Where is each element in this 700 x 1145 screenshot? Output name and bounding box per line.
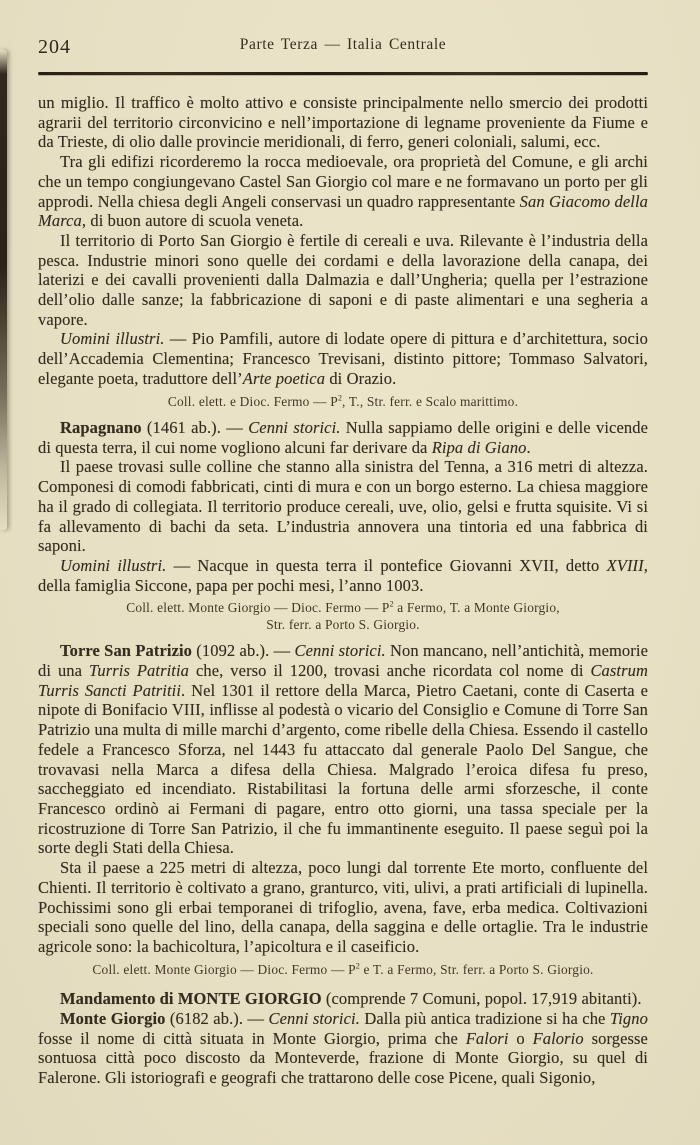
text-segment: — Nacque in questa terra il pontefice Giovanni XVII, detto [166, 555, 607, 575]
text-segment: Il territorio di Porto San Giorgio è fertile di cereali e uva. Rilevante è l’industria della pesca. Industrie minori sono quelle dei cordami e della lavorazione della canapa, dei laterizi e dei cavalli provenienti dalla Dalmazia e dall’Ungheria; quella per l’estrazione dell’olio dalle sanze; la fabbricazione di saponi e di paste alimentari e una segheria a vapore. [38, 230, 648, 329]
page-header [38, 0, 648, 59]
text-segment: , T., Str. ferr. e Scalo marittimo. [342, 393, 519, 409]
text-segment: Sta il paese a 225 metri di altezza, poco lungi dal torrente Ete morto, confluente del Chienti. Il territorio è coltivato a grano, granturco, viti, ulivi, a prati artificiali di lupinella. Pochissimi sono gli erbai temporanei di trifoglio, avena, fave, erba medica. Coltivazioni speciali sono quelle del lino, della canapa, della saggina e delle ortaglie. Tra le industrie agricole sono: la bachicoltura, l’apicoltura e il caseificio. [38, 858, 648, 956]
running-title: Parte Terza — Italia Centrale [239, 36, 447, 53]
page-number: 204 [38, 36, 71, 58]
text-segment: Turris Patritia [89, 661, 190, 681]
admin-note [38, 962, 648, 979]
text-segment: San Giacomo della Marca [38, 191, 648, 231]
text-segment: , della famiglia Siccone, papa per pochi mesi, l’anno 1003. [38, 555, 648, 595]
body-paragraph [38, 989, 648, 1009]
text-segment: Mandamento di MONTE GIORGIO [60, 989, 322, 1009]
text-segment: Torre San Patrizio [60, 641, 193, 661]
text-segment: Castrum Turris Sancti Patritii [38, 661, 649, 700]
text-segment: fosse il nome di città situata in Monte Giorgio, prima che [38, 1028, 466, 1048]
text-segment: Str. ferr. a Porto S. Giorgio. [266, 616, 420, 632]
body-paragraph [38, 231, 648, 330]
superscript: 2 [355, 961, 360, 971]
text-segment: Non mancano, nell’antichità, memorie di una [38, 641, 648, 681]
text-segment: e T. a Fermo, Str. ferr. a Porto S. Giorgio. [359, 961, 594, 977]
superscript: 2 [337, 393, 343, 403]
text-segment: o [508, 1028, 533, 1048]
text-segment: Tigno [609, 1008, 648, 1028]
body-paragraph [38, 641, 648, 858]
body-paragraph [38, 329, 648, 388]
text-segment: Uomini illustri. [60, 555, 167, 575]
text-segment: un miglio. Il traffico è molto attivo e consiste principalmente nello smercio dei prodotti agrarii del territorio circonvicino e nell’importazione di legname proveniente da Fiume e da Trieste, di olio dalle provincie meridionali, di ferro, generi coloniali, salumi, ecc. [38, 93, 648, 152]
page-gutter-shadow [0, 50, 7, 530]
text-segment: Cenni storici. [268, 1008, 360, 1028]
text-segment: Dalla più antica tradizione si ha che [359, 1008, 610, 1028]
admin-note [38, 600, 648, 633]
text-segment: Coll. elett. Monte Giorgio — Dioc. Fermo — P [126, 600, 390, 616]
text-segment: . [526, 437, 531, 457]
text-segment: , di buon autore di scuola veneta. [81, 211, 304, 231]
text-segment: Nulla sappiamo delle origini e delle vicende di questa terra, il cui nome vogliono alcuni far derivare da [38, 418, 649, 457]
text-segment: XVIII [606, 555, 644, 575]
text-segment: Ripa di Giano [431, 437, 527, 457]
body-paragraph [38, 556, 648, 595]
admin-note [38, 394, 648, 411]
text-segment: che, verso il 1200, trovasi anche ricordata col nome di [189, 661, 591, 681]
text-segment: (1461 ab.). — [141, 418, 249, 438]
text-segment: — Pio Pamfili, autore di lodate opere di pittura e d’architettura, socio dell’Accademia Clementina; Francesco Trevisani, distinto pittore; Tommaso Salvatori, elegante poeta, traduttore dell’ [38, 329, 648, 388]
text-segment: Tra gli edifizi ricorderemo la rocca medioevale, ora proprietà del Comune, e gli archi che un tempo congiungevano Castel San Giorgio col mare e ne formavano un porto per gli approdi. Nella chiesa degli Angeli conservasi un quadro rappresentante [38, 152, 648, 211]
superscript: 2 [389, 599, 394, 609]
text-segment: (comprende 7 Comuni, popol. 17,919 abitanti). [321, 989, 642, 1009]
text-segment: Cenni storici. [294, 641, 386, 661]
text-segment: Coll. elett. Monte Giorgio — Dioc. Fermo — P [92, 961, 356, 977]
text-segment: Arte poetica [242, 368, 326, 388]
text-segment: (6182 ab.). — [165, 1008, 269, 1028]
page-body [38, 75, 648, 1088]
body-paragraph [38, 457, 648, 556]
text-segment: Monte Giorgio [60, 1008, 166, 1028]
page-content-column [38, 0, 648, 1088]
text-segment: Falori [465, 1028, 509, 1048]
body-paragraph [38, 93, 648, 152]
text-segment: Rapagnano [60, 418, 142, 438]
body-paragraph [38, 152, 648, 231]
text-segment: Uomini illustri. [60, 329, 165, 349]
text-segment: a Fermo, T. a Monte Giorgio, [393, 600, 560, 616]
text-segment: . Nel 1301 il rettore della Marca, Pietro Caetani, conte di Caserta e nipote di Bonifacio VIII, inflisse al podestà o vicario del Consiglio e Comune di Torre San Patrizio una multa di mille marchi d’argento, come ribelle della Chiesa. Essendo il castello fedele a Francesco Sforza, nel 1443 fu attaccato dal generale Paolo Del Sangue, che trovavasi nella Marca a difesa della Chiesa. Malgrado l’eroica difesa fu preso, saccheggiato ed incendiato. Ristabilitasi la fortuna delle armi sforzesche, il conte Francesco ordinò ai Fermani di pagare, entro otto giorni, una tassa speciale per la ricostruzione di Torre San Patrizio, il che fu immantinente eseguito. Il paese seguì poi la sorte degli Stati della Chiesa. [38, 680, 648, 858]
text-segment: Cenni storici. [248, 418, 341, 438]
text-segment: di Orazio. [325, 368, 397, 388]
text-segment: Coll. elett. e Dioc. Fermo — P [167, 393, 338, 409]
body-paragraph [38, 418, 648, 457]
text-segment: sorgesse sontuosa città poco discosto da Monteverde, frazione di Monte Giorgio, su quel di Falerone. Gli istoriografi e geografi che trattarono delle cose Picene, quali Sigonio, [38, 1028, 648, 1087]
body-paragraph [38, 1009, 648, 1088]
text-segment: Falorio [532, 1028, 584, 1048]
text-segment: (1092 ab.). — [192, 641, 295, 661]
text-segment: Il paese trovasi sulle colline che stanno alla sinistra del Tenna, a 316 metri di altezza. Componesi di comodi fabbricati, cinti di mura e con un borgo esterno. La chiesa maggiore ha il grado di collegiata. Il territorio produce cereali, uve, olio, gelsi e frutta squisite. Vi si fa allevamento di bachi da seta. L’industria annovera una tintoria ed una fabbrica di saponi. [38, 457, 648, 556]
body-paragraph [38, 858, 648, 957]
